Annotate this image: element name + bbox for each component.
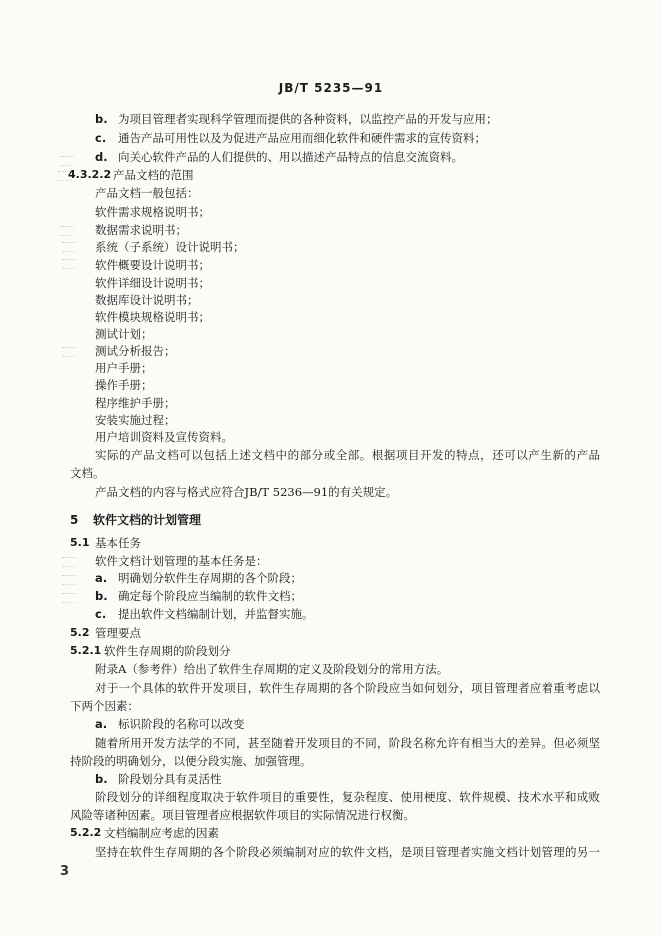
document-list-item: 程序维护手册；	[95, 396, 176, 410]
paragraph-line: 随着所用开发方法学的不同，甚至随着开发项目的不同，阶段名称允许有相当大的差异。但必须坚	[95, 736, 600, 750]
document-list-item: 用户手册；	[95, 361, 153, 375]
list-item-label: d.	[95, 150, 108, 164]
factor-title: 阶段划分具有灵活性	[118, 772, 222, 786]
task-label: b.	[95, 589, 108, 603]
document-list-item: 软件详细设计说明书；	[95, 276, 210, 290]
document-list-item: 软件模块规格说明书；	[95, 310, 210, 324]
document-list-item: 操作手册；	[95, 378, 153, 392]
clause-title: 管理要点	[95, 626, 141, 640]
document-list-item: 数据库设计说明书；	[95, 293, 199, 307]
document-list-item: 软件需求规格说明书；	[95, 205, 210, 219]
clause-number: 5.2	[70, 626, 90, 639]
page-number: 3	[60, 864, 70, 879]
scan-speckle	[60, 156, 74, 166]
paragraph-line: 文档。	[70, 466, 105, 480]
chapter-title: 软件文档的计划管理	[93, 513, 202, 527]
list-item-text: 为项目管理者实现科学管理而提供的各种资料，以监控产品的开发与应用；	[118, 112, 498, 126]
reference-paragraph: 附录A（参考件）给出了软件生存周期的定义及阶段划分的常用方法。	[95, 662, 449, 676]
task-label: a.	[95, 571, 108, 585]
paragraph-line: 下两个因素：	[70, 699, 139, 713]
document-list-item: 测试分析报告；	[95, 344, 176, 358]
document-list-item: 安装实施过程；	[95, 413, 176, 427]
paragraph-line: 阶段划分的详细程度取决于软件项目的重要性，复杂程度、使用梗度、软件规模、技术水平和成败	[95, 790, 600, 804]
task-label: c.	[95, 607, 107, 621]
paragraph-line: 坚持在软件生存周期的各个阶段必须编制对应的软件文档，是项目管理者实施文档计划管理的另一	[95, 845, 600, 859]
paragraph-line: 风险等诸种因素。项目管理者应根据软件项目的实际情况进行权衡。	[70, 808, 415, 822]
document-list-item: 软件概要设计说明书；	[95, 258, 210, 272]
paragraph-line: 持阶段的明确划分，以便分段实施、加强管理。	[70, 754, 312, 768]
list-item-label: b.	[95, 112, 108, 126]
scan-speckle	[62, 259, 76, 269]
factor-label: a.	[95, 717, 108, 731]
document-list-item: 用户培训资料及宣传资料。	[95, 430, 233, 444]
running-header: JB/T 5235—91	[278, 81, 384, 95]
paragraph-line: 对于一个具体的软件开发项目，软件生存周期的各个阶段应当如何划分，项目管理者应着重考虑以	[95, 681, 600, 695]
conformance-paragraph: 产品文档的内容与格式应符合JB/T 5236—91的有关规定。	[95, 485, 398, 499]
clause-title: 基本任务	[95, 536, 141, 550]
clause-intro: 产品文档一般包括：	[95, 186, 199, 200]
factor-label: b.	[95, 772, 108, 786]
chapter-number: 5	[70, 513, 79, 527]
list-item-text: 通告产品可用性以及为促进产品应用而细化软件和硬件需求的宣传资料；	[118, 131, 486, 145]
scan-speckle	[62, 575, 76, 585]
document-list-item: 测试计划；	[95, 327, 153, 341]
clause-title: 产品文档的范围	[113, 168, 194, 182]
list-item-label: c.	[95, 131, 107, 145]
task-text: 提出软件文档编制计划，并监督实施。	[118, 607, 314, 621]
clause-number: 5.1	[70, 536, 90, 549]
clause-number: 4.3.2.2	[68, 168, 112, 181]
clause-intro: 软件文档计划管理的基本任务是：	[95, 554, 268, 568]
list-item-text: 向关心软件产品的人们提供的、用以描述产品特点的信息交流资料。	[118, 150, 463, 164]
scan-speckle	[62, 347, 76, 357]
factor-title: 标识阶段的名称可以改变	[118, 717, 245, 731]
task-text: 明确划分软件生存周期的各个阶段；	[118, 571, 302, 585]
scan-speckle	[60, 226, 74, 236]
clause-title: 文档编制应考虑的因素	[104, 826, 219, 840]
clause-number: 5.2.1	[70, 644, 102, 657]
document-list-item: 系统（子系统）设计说明书；	[95, 240, 245, 254]
task-text: 确定每个阶段应当编制的软件文档；	[118, 589, 302, 603]
scan-speckle	[62, 593, 76, 603]
scan-speckle	[62, 557, 76, 567]
clause-number: 5.2.2	[70, 826, 102, 839]
document-list-item: 数据需求说明书；	[95, 223, 187, 237]
paragraph-line: 实际的产品文档可以包括上述文档中的部分或全部。根据项目开发的特点，还可以产生新的产品	[95, 448, 600, 462]
scan-speckle	[62, 242, 76, 252]
clause-title: 软件生存周期的阶段划分	[104, 644, 231, 658]
